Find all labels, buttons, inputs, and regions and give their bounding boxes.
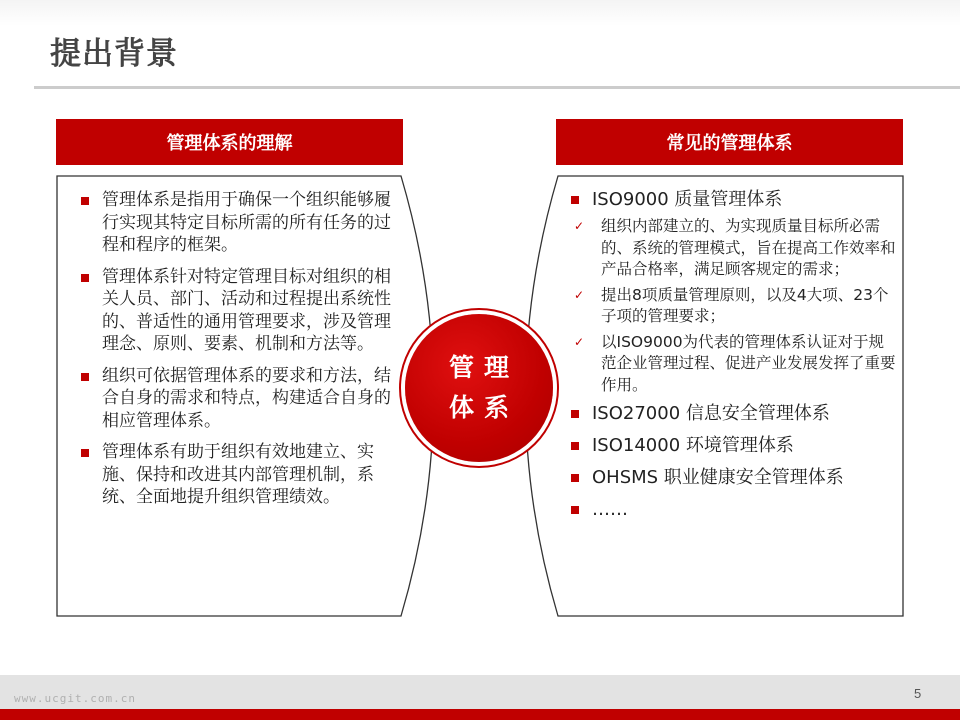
list-item	[78, 266, 398, 356]
red-square-bullet-icon	[81, 373, 89, 381]
sub-list-item-text: 以ISO9000为代表的管理体系认证对于规范企业管理过程、促进产业发展发挥了重要作用。	[601, 332, 896, 394]
page-number: 5	[914, 686, 922, 701]
sub-list-item	[568, 332, 898, 397]
red-square-bullet-icon	[571, 196, 579, 204]
red-square-bullet-icon	[571, 442, 579, 450]
red-square-bullet-icon	[571, 410, 579, 418]
list-item-text: 组织可依据管理体系的要求和方法，结合自身的需求和特点，构建适合自身的相应管理体系。	[102, 365, 391, 431]
sub-list-item-text: 组织内部建立的、为实现质量目标所必需的、系统的管理模式，旨在提高工作效率和产品合格率，满足顾客规定的需求；	[601, 217, 896, 278]
footer-band	[0, 675, 960, 709]
red-square-bullet-icon	[571, 506, 579, 514]
list-item	[78, 365, 398, 433]
checkmark-icon: ✓	[574, 287, 585, 302]
right-panel-content	[568, 188, 898, 530]
center-label-line2: 体系	[448, 393, 519, 422]
red-square-bullet-icon	[81, 274, 89, 282]
center-label-line1: 管理	[448, 353, 519, 382]
list-item-text: 管理体系是指用于确保一个组织能够履行实现其特定目标所需的所有任务的过程和程序的框架。	[102, 190, 391, 255]
list-item	[568, 466, 898, 490]
list-item-text: ISO14000 环境管理体系	[592, 435, 794, 456]
list-item-text: OHSMS 职业健康安全管理体系	[592, 467, 844, 488]
sub-list-item-text: 提出8项质量管理原则，以及4大项、23个子项的管理要求；	[601, 285, 889, 325]
list-item	[568, 498, 898, 522]
sub-list	[568, 216, 898, 396]
list-item	[568, 434, 898, 458]
list-item	[78, 189, 398, 257]
sub-list-item	[568, 216, 898, 281]
right-panel-header: 常见的管理体系	[556, 119, 903, 165]
sub-list-item	[568, 285, 898, 328]
list-item-text: 管理体系针对特定管理目标对组织的相关人员、部门、活动和过程提出系统性的、普适性的通用管理要求，涉及管理理念、原则、要素、机制和方法等。	[102, 266, 391, 354]
list-item-text: 管理体系有助于组织有效地建立、实施、保持和改进其内部管理机制，系统、全面地提升组织管理绩效。	[102, 442, 374, 507]
list-item-text: ……	[592, 499, 628, 520]
list-item	[568, 402, 898, 426]
footer-accent-bar	[0, 709, 960, 720]
list-item	[568, 188, 898, 212]
list-item-text: ISO27000 信息安全管理体系	[592, 403, 830, 424]
list-item	[78, 441, 398, 509]
red-square-bullet-icon	[81, 197, 89, 205]
page-title: 提出背景	[50, 36, 178, 72]
center-circle-badge	[405, 314, 553, 462]
footer-watermark-url: www.ucgit.com.cn	[14, 692, 136, 705]
left-panel-header: 管理体系的理解	[56, 119, 403, 165]
checkmark-icon: ✓	[574, 334, 585, 349]
list-item-text: ISO9000 质量管理体系	[592, 189, 783, 210]
red-square-bullet-icon	[571, 474, 579, 482]
red-square-bullet-icon	[81, 449, 89, 457]
checkmark-icon: ✓	[574, 219, 585, 233]
left-panel-content	[78, 189, 398, 518]
